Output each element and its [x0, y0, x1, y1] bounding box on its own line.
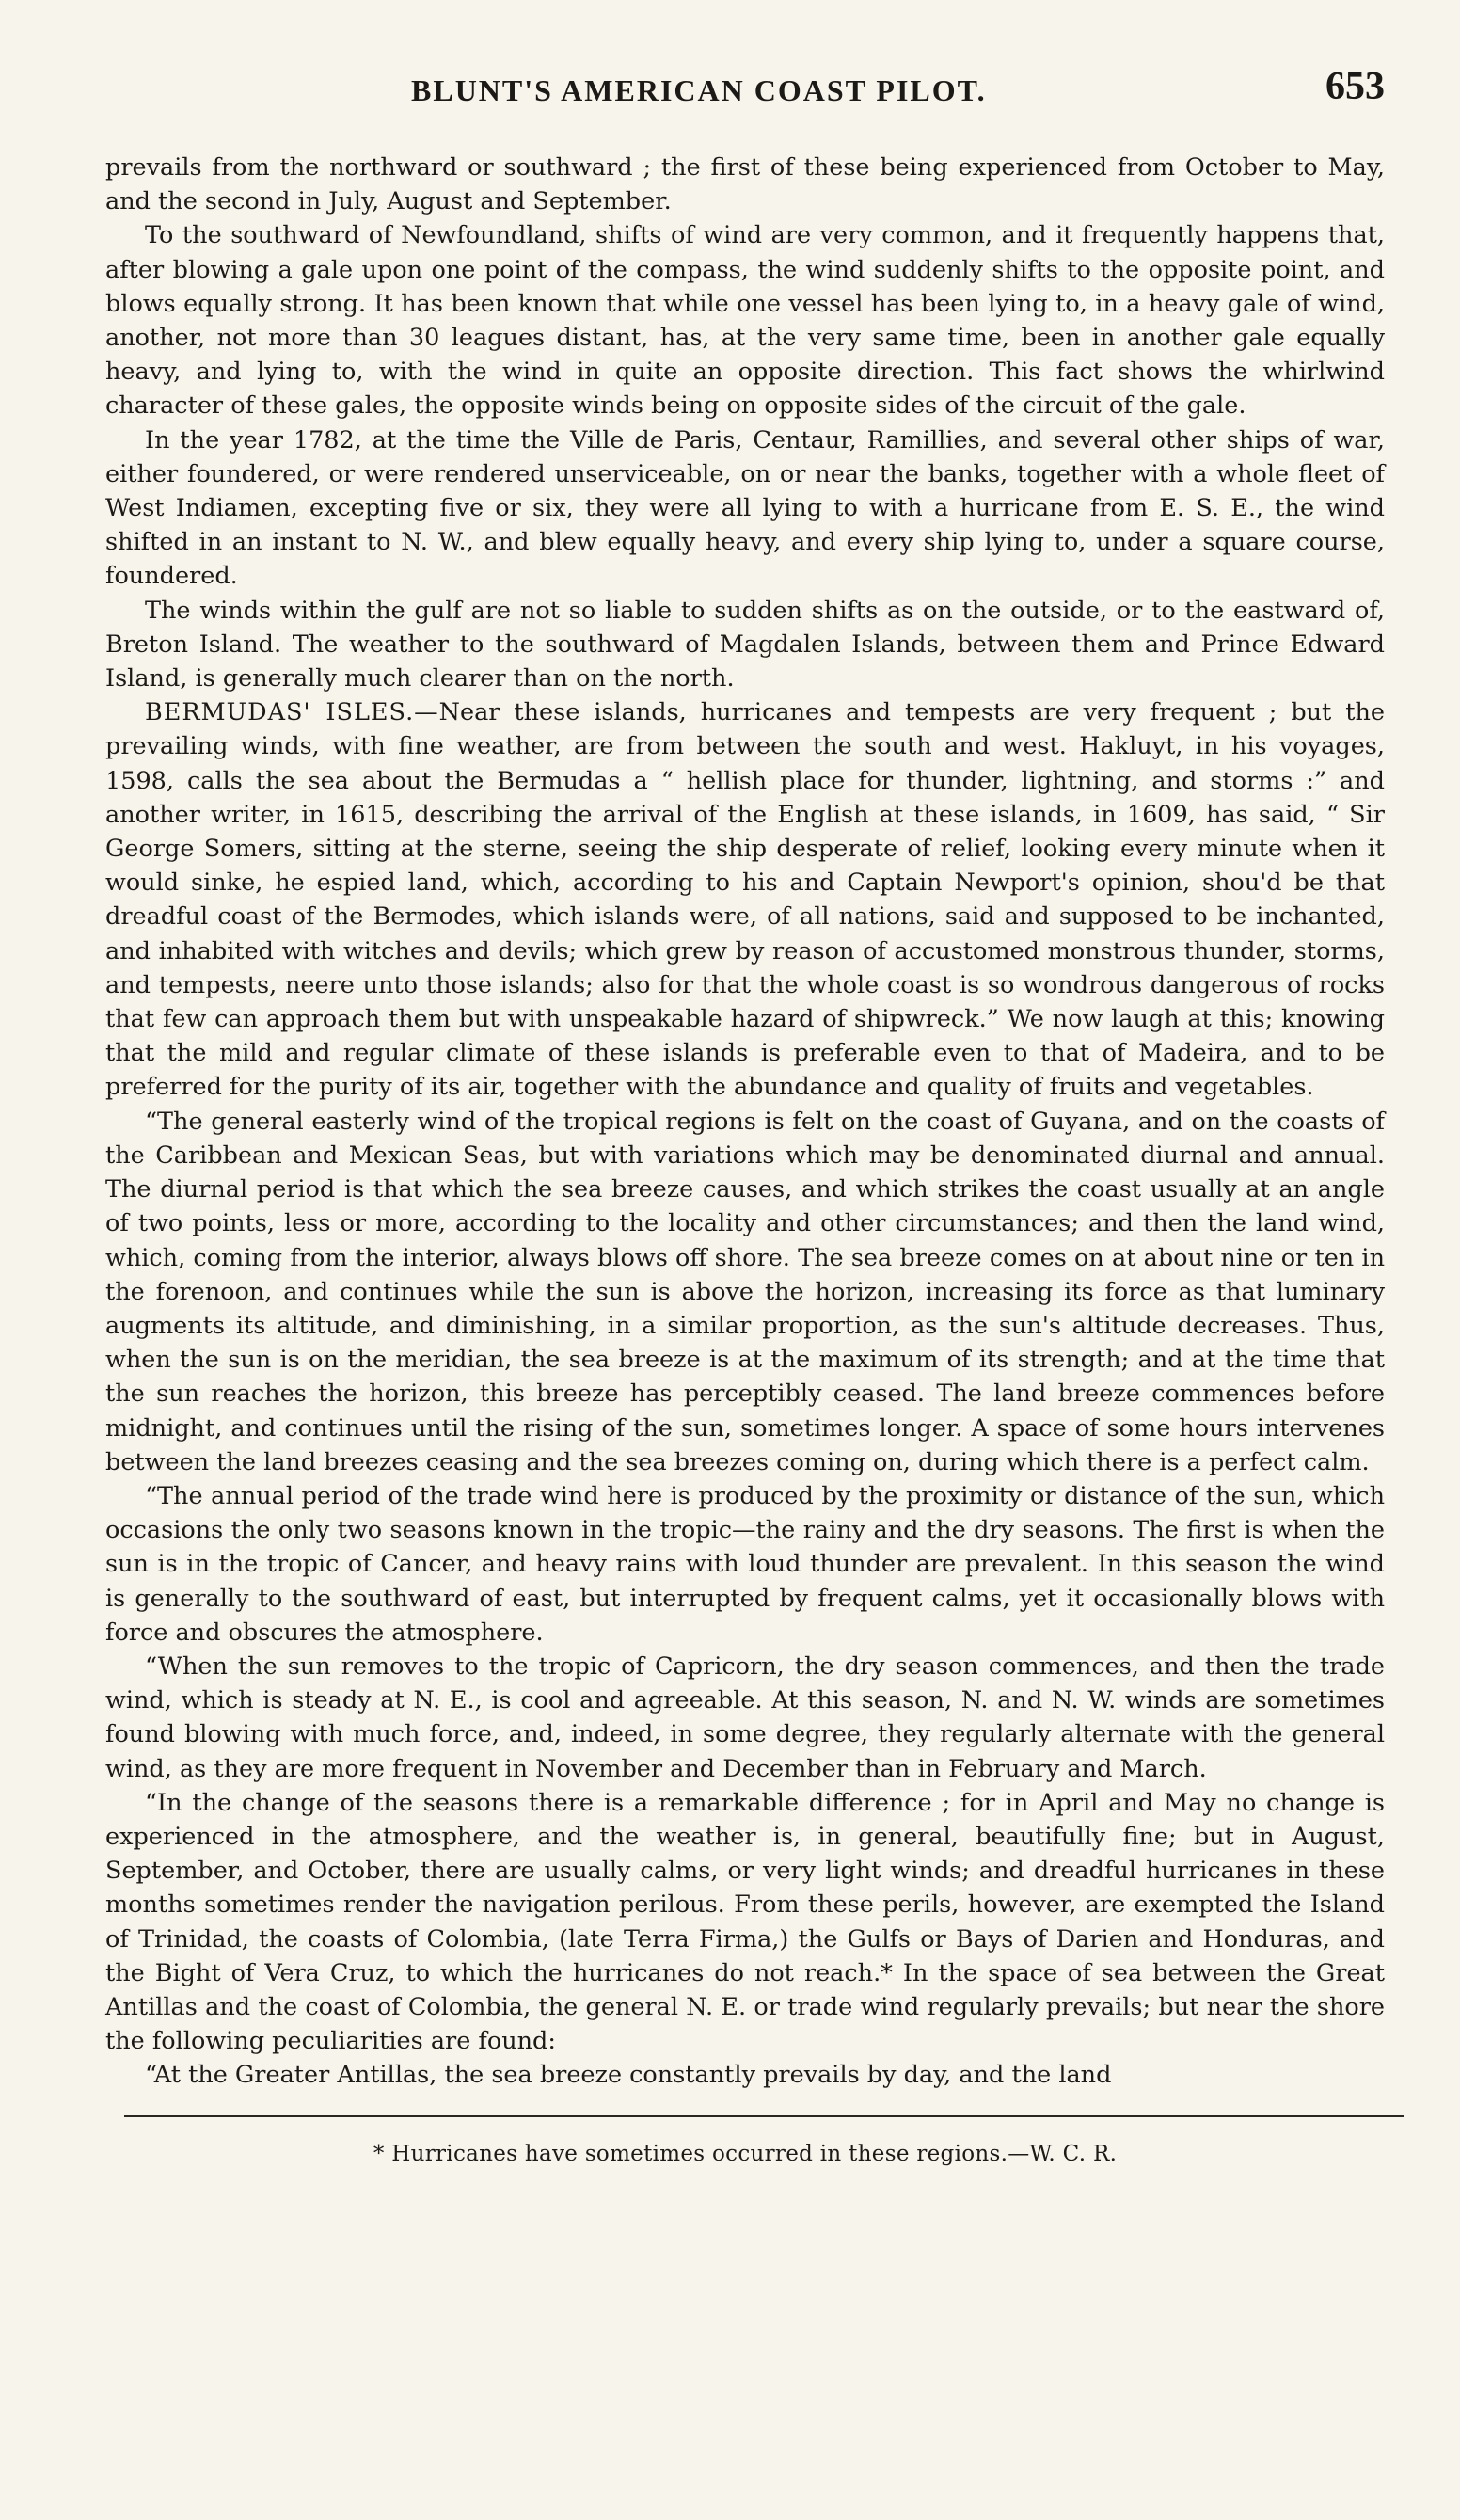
paragraph-text: Near these islands, hurricanes and tempests are very frequent ; but the prevailing winds, with fine weather, are from between the south and west. Hakluyt, in his voyages, 1598, calls the sea about the Bermudas a “ hellish place for thunder, lightning, and storms :” and another writer, in 1615, describing the arrival of the English at these islands, in 1609, has said, “ Sir George Somers, sitting at the sterne, seeing the ship desperate of relief, looking every minute when it would sinke, he espied land, which, according to his and Captain Newport's opinion, shou'd be that dreadful coast of the Bermodes, which islands were, of all nations, said and supposed to be inchanted, and inhabited with witches and devils; which grew by reason of accustomed monstrous thunder, storms, and tempests, neere unto those islands; also for that the whole coast is so wondrous dangerous of rocks that few can approach them but with unspeakable hazard of shipwreck.” We now laugh at this; knowing that the mild and regular climate of these islands is preferable even to that of Madeira, and to be preferred for the purity of its air, together with the abundance and quality of fruits and vegetables.: [105, 698, 1385, 1102]
footnote-rule: [124, 2115, 1404, 2117]
paragraph: “The annual period of the trade wind here is produced by the proximity or distance of the sun, which occasions the only two seasons known in the tropic—the rainy and the dry seasons. The first is when the sun is in the tropic of Cancer, and heavy rains with loud thunder are prevalent. In this season the wind is generally to the southward of east, but interrupted by frequent calms, yet it occasionally blows with force and obscures the atmosphere.: [105, 1481, 1385, 1647]
body-text: [105, 151, 1385, 2093]
paragraph: To the southward of Newfoundland, shifts of wind are very common, and it frequently happens that, after blowing a gale upon one point of the compass, the wind suddenly shifts to the opposite point, and blows equally strong. It has been known that while one vessel has been lying to, in a heavy gale of wind, another, not more than 30 leagues distant, has, at the very same time, been in another gale equally heavy, and lying to, with the wind in quite an opposite direction. This fact shows the whirlwind character of these gales, the opposite winds being on opposite sides of the circuit of the gale.: [105, 221, 1385, 421]
page: [105, 56, 1385, 2166]
paragraph: “The general easterly wind of the tropical regions is felt on the coast of Guyana, and on the coasts of the Caribbean and Mexican Seas, but with variations which may be denominated diurnal and annual. The diurnal period is that which the sea breeze causes, and which strikes the coast usually at an angle of two points, less or more, according to the locality and other circumstances; and then the land wind, which, coming from the interior, always blows off shore. The sea breeze comes on at about nine or ten in the forenoon, and continues while the sun is above the horizon, increasing its force as that luminary augments its altitude, and diminishing, in a similar proportion, as the sun's altitude decreases. Thus, when the sun is on the meridian, the sea breeze is at the maximum of its strength; and at the time that the sun reaches the horizon, this breeze has perceptibly ceased. The land breeze commences before midnight, and continues until the rising of the sun, sometimes longer. A space of some hours intervenes between the land breezes ceasing and the sea breezes coming on, during which there is a perfect calm.: [105, 1107, 1385, 1476]
paragraph: prevails from the northward or southward ; the first of these being experienced from October to May, and the second in July, August and September.: [105, 153, 1385, 216]
paragraph-bermudas: [105, 695, 1385, 1104]
section-heading-bermudas: BERMUDAS' ISLES.—: [145, 698, 439, 727]
paragraph: “When the sun removes to the tropic of Capricorn, the dry season commences, and then the trade wind, which is steady at N. E., is cool and agreeable. At this season, N. and N. W. winds are sometimes found blowing with much force, and, indeed, in some degree, they regularly alternate with the general wind, as they are more frequent in November and December than in February and March.: [105, 1651, 1385, 1783]
paragraph: In the year 1782, at the time the Ville de Paris, Centaur, Ramillies, and several other ships of war, either foundered, or were rendered unserviceable, on or near the banks, together with a whole fleet of West Indiamen, excepting five or six, they were all lying to with a hurricane from E. S. E., the wind shifted in an instant to N. W., and blew equally heavy, and every ship lying to, under a square course, foundered.: [105, 425, 1385, 591]
footnote: * Hurricanes have sometimes occurred in these regions.—W. C. R.: [373, 2141, 1118, 2166]
paragraph: “At the Greater Antillas, the sea breeze constantly prevails by day, and the land: [145, 2061, 1112, 2090]
paragraph: The winds within the gulf are not so liable to sudden shifts as on the outside, or to the eastward of, Breton Island. The weather to the southward of Magdalen Islands, between them and Prince Edward Island, is generally much clearer than on the north.: [105, 596, 1385, 694]
running-header: [105, 56, 1385, 117]
paragraph: “In the change of the seasons there is a remarkable difference ; for in April and May no change is experienced in the atmosphere, and the weather is, in general, beautifully fine; but in August, September, and October, there are usually calms, or very light winds; and dreadful hurricanes in these months sometimes render the navigation perilous. From these perils, however, are exempted the Island of Trinidad, the coasts of Colombia, (late Terra Firma,) the Gulfs or Bays of Darien and Honduras, and the Bight of Vera Cruz, to which the hurricanes do not reach.* In the space of sea between the Great Antillas and the coast of Colombia, the general N. E. or trade wind regularly prevails; but near the shore the following peculiarities are found:: [105, 1788, 1385, 2056]
page-number: 653: [1325, 65, 1385, 108]
running-title: BLUNT'S AMERICAN COAST PILOT.: [411, 73, 987, 107]
